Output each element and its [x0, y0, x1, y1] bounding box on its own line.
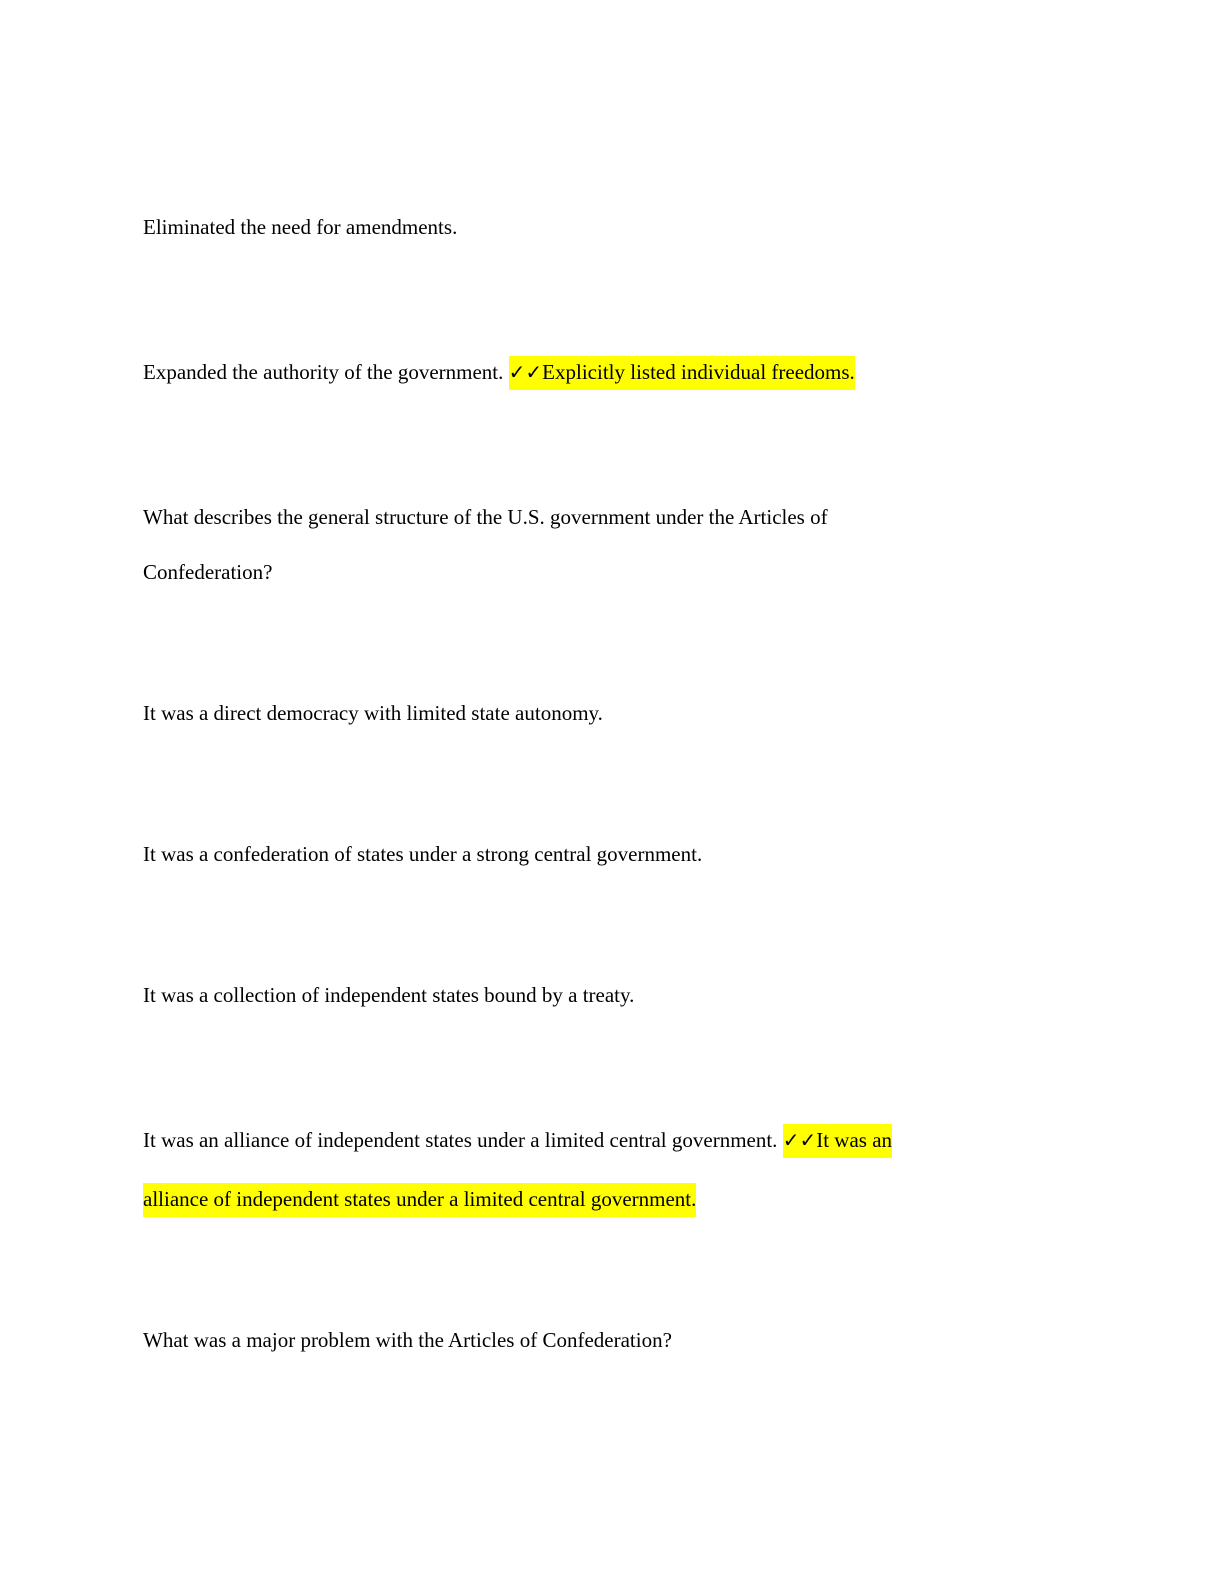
answer-option [143, 359, 855, 385]
question-text [143, 504, 828, 530]
question-line: What was a major problem with the Articles of Confederation? [143, 1328, 672, 1352]
highlighted-correct-answer-continued: alliance of independent states under a limited central government. [143, 1183, 696, 1217]
question-line: What describes the general structure of the U.S. government under the Articles of [143, 505, 828, 529]
option-text: Expanded the authority of the government. [143, 360, 509, 384]
option-text: Eliminated the need for amendments. [143, 215, 458, 239]
option-text: It was a direct democracy with limited state autonomy. [143, 701, 603, 725]
answer-continued [143, 1186, 696, 1212]
answer-option [143, 214, 457, 240]
highlighted-correct-answer [509, 356, 855, 390]
question-text [143, 1327, 672, 1353]
answer-option [143, 982, 634, 1008]
check-mark-icon: ✓✓ [782, 1128, 817, 1152]
answer-option [143, 841, 702, 867]
answer-option [143, 700, 603, 726]
option-text: It was a collection of independent states bound by a treaty. [143, 983, 635, 1007]
question-line: Confederation? [143, 560, 273, 584]
option-text: It was a confederation of states under a strong central government. [143, 842, 703, 866]
correct-answer-text: Explicitly listed individual freedoms. [542, 360, 855, 384]
option-text: It was an alliance of independent states under a limited central government. [143, 1128, 783, 1152]
question-text-continued [143, 559, 272, 585]
highlighted-correct-answer [783, 1124, 892, 1158]
answer-option [143, 1127, 892, 1153]
correct-answer-text: It was an [816, 1128, 893, 1152]
check-mark-icon: ✓✓ [508, 360, 543, 384]
